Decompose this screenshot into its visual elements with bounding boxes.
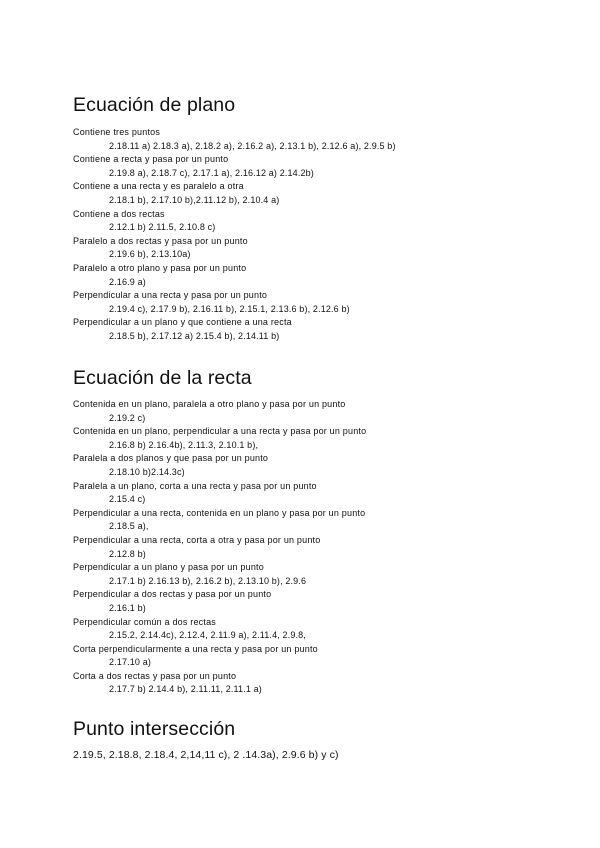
entry-label: Paralela a un plano, corta a una recta y pasa por un punto — [73, 480, 317, 491]
entry-list — [73, 398, 366, 697]
entry-refs: 2.16.9 a) — [109, 276, 146, 287]
section-title: Ecuación de la recta — [73, 367, 252, 389]
entry-refs: 2.17.7 b) 2.14.4 b), 2.11.11, 2.11.1 a) — [109, 684, 262, 695]
entry-refs: 2.19.4 c), 2.17.9 b), 2.16.11 b), 2.15.1, 2.13.6 b), 2.12.6 b) — [109, 303, 350, 314]
entry-label: Perpendicular a un plano y pasa por un punto — [73, 562, 264, 573]
entry-refs: 2.19.8 a), 2.18.7 c), 2.17.1 a), 2.16.12 a) 2.14.2b) — [109, 167, 314, 178]
entry-refs: 2.18.11 a) 2.18.3 a), 2.18.2 a), 2.16.2 a), 2.13.1 b), 2.12.6 a), 2.9.5 b) — [109, 140, 396, 151]
entry-refs: 2.12.8 b) — [109, 548, 146, 559]
entry-refs: 2.12.1 b) 2.11.5, 2.10.8 c) — [109, 222, 216, 233]
entry-list — [73, 748, 339, 762]
entry-label: Corta a dos rectas y pasa por un punto — [73, 670, 237, 681]
entry-refs: 2.17.1 b) 2.16.13 b), 2.16.2 b), 2.13.10 b), 2.9.6 — [109, 575, 307, 586]
entry-label: Contiene a una recta y es paralelo a otra — [73, 181, 244, 192]
entry-refs: 2.15.2, 2.14.4c), 2.12.4, 2.11.9 a), 2.11.4, 2.9.8, — [109, 630, 306, 641]
entry-label: Contenida en un plano, perpendicular a una recta y pasa por un punto — [73, 426, 367, 437]
entry-label: Contenida en un plano, paralela a otro plano y pasa por un punto — [73, 399, 346, 409]
section-ecuacion-recta — [73, 366, 366, 697]
entry-label: Contiene a recta y pasa por un punto — [73, 154, 229, 165]
entry-refs: 2.18.10 b)2.14.3c) — [109, 466, 185, 477]
entry-label: Paralelo a otro plano y pasa por un punto — [73, 262, 247, 273]
entry-label: Corta perpendicularmente a una recta y pasa por un punto — [73, 643, 318, 654]
entry-refs: 2.15.4 c) — [109, 494, 146, 505]
entry-label: Perpendicular a una recta, contenida en un plano y pasa por un punto — [73, 507, 366, 518]
section-punto-interseccion — [73, 717, 339, 762]
entry-label: Perpendicular a dos rectas y pasa por un punto — [73, 589, 272, 600]
entry-label: Paralelo a dos rectas y pasa por un punto — [73, 235, 248, 246]
section-title: Punto intersección — [73, 718, 236, 740]
entry-label: Perpendicular a una recta y pasa por un punto — [73, 290, 268, 301]
section-ecuacion-plano — [73, 93, 396, 344]
entry-refs: 2.19.2 c) — [109, 412, 146, 423]
entry-refs: 2.18.5 b), 2.17.12 a) 2.15.4 b), 2.14.11 b) — [109, 330, 280, 341]
entry-refs: 2.18.5 a), — [109, 521, 149, 532]
entry-label: Contiene tres puntos — [73, 127, 161, 137]
entry-label: Perpendicular a una recta, corta a otra y pasa por un punto — [73, 534, 321, 545]
entry-refs: 2.19.6 b), 2.13.10a) — [109, 249, 191, 260]
entry-refs: 2.16.1 b) — [109, 602, 146, 613]
entry-label: Paralela a dos planos y que pasa por un punto — [73, 453, 269, 464]
entry-refs: 2.19.5, 2.18.8, 2.18.4, 2,14,11 c), 2 .14.3a), 2.9.6 b) y c) — [73, 749, 339, 761]
entry-label: Contiene a dos rectas — [73, 208, 165, 219]
entry-label: Perpendicular común a dos rectas — [73, 616, 216, 627]
entry-refs: 2.18.1 b), 2.17.10 b),2.11.12 b), 2.10.4 a) — [109, 194, 280, 205]
entry-refs: 2.17.10 a) — [109, 657, 152, 668]
section-title: Ecuación de plano — [73, 94, 236, 116]
entry-label: Perpendicular a un plano y que contiene a una recta — [73, 317, 292, 328]
entry-refs: 2.16.8 b) 2.16.4b), 2.11.3, 2.10.1 b), — [109, 439, 259, 450]
entry-list — [73, 126, 396, 344]
